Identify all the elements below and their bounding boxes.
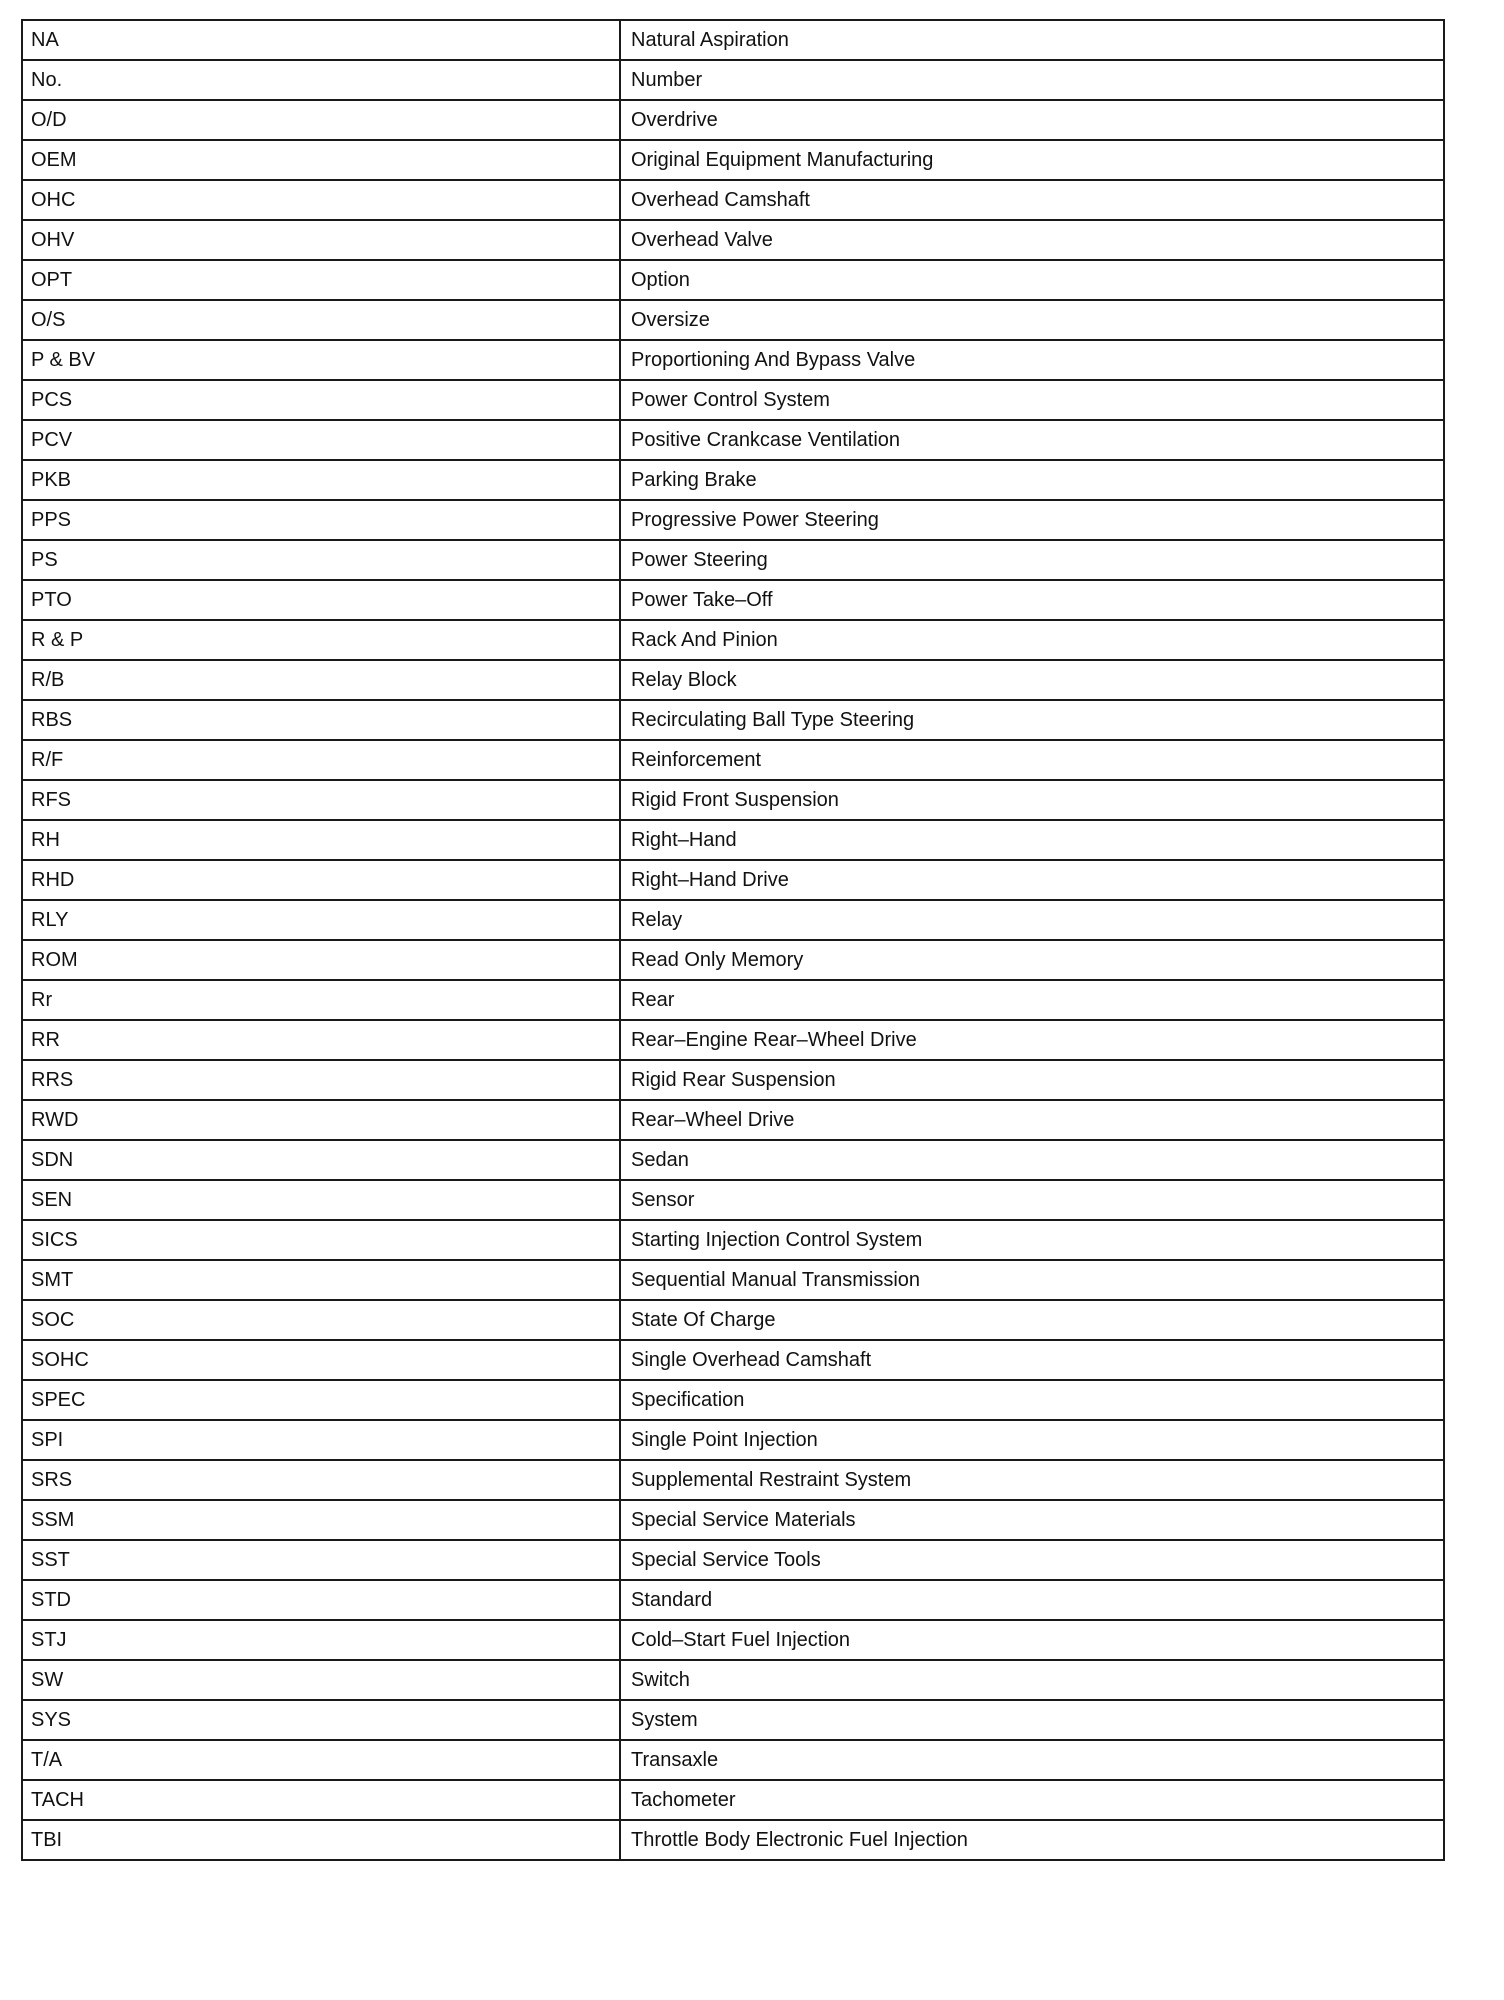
abbreviation-cell: PCV <box>22 420 620 460</box>
abbreviation-cell: RFS <box>22 780 620 820</box>
table-row <box>22 1580 1444 1620</box>
table-row <box>22 220 1444 260</box>
abbreviation-cell: SPI <box>22 1420 620 1460</box>
abbreviation-cell: OPT <box>22 260 620 300</box>
meaning-cell: Transaxle <box>620 1740 1444 1780</box>
table-row <box>22 820 1444 860</box>
table-row <box>22 660 1444 700</box>
abbreviation-cell: RH <box>22 820 620 860</box>
meaning-cell: Overhead Valve <box>620 220 1444 260</box>
meaning-cell: Power Take–Off <box>620 580 1444 620</box>
abbreviation-cell: R/F <box>22 740 620 780</box>
table-row <box>22 300 1444 340</box>
table-row <box>22 1500 1444 1540</box>
table-row <box>22 340 1444 380</box>
abbreviation-cell: ROM <box>22 940 620 980</box>
abbreviation-cell: SOHC <box>22 1340 620 1380</box>
meaning-cell: Reinforcement <box>620 740 1444 780</box>
abbreviation-cell: PKB <box>22 460 620 500</box>
meaning-cell: Special Service Tools <box>620 1540 1444 1580</box>
meaning-cell: Overdrive <box>620 100 1444 140</box>
meaning-cell: Standard <box>620 1580 1444 1620</box>
meaning-cell: Original Equipment Manufacturing <box>620 140 1444 180</box>
abbreviation-cell: No. <box>22 60 620 100</box>
meaning-cell: Single Point Injection <box>620 1420 1444 1460</box>
abbreviation-cell: SYS <box>22 1700 620 1740</box>
abbreviation-cell: O/S <box>22 300 620 340</box>
abbreviation-cell: SEN <box>22 1180 620 1220</box>
meaning-cell: Option <box>620 260 1444 300</box>
meaning-cell: Sequential Manual Transmission <box>620 1260 1444 1300</box>
abbreviation-cell: RHD <box>22 860 620 900</box>
abbreviation-cell: RR <box>22 1020 620 1060</box>
abbreviation-cell: R/B <box>22 660 620 700</box>
table-row <box>22 460 1444 500</box>
table-row <box>22 900 1444 940</box>
table-row <box>22 500 1444 540</box>
abbreviation-cell: OEM <box>22 140 620 180</box>
abbreviation-cell: SPEC <box>22 1380 620 1420</box>
meaning-cell: Number <box>620 60 1444 100</box>
table-row <box>22 1380 1444 1420</box>
table-row <box>22 1020 1444 1060</box>
abbreviation-table <box>21 19 1445 1861</box>
table-row <box>22 420 1444 460</box>
abbreviation-cell: SST <box>22 1540 620 1580</box>
table-row <box>22 1620 1444 1660</box>
table-row <box>22 20 1444 60</box>
table-row <box>22 980 1444 1020</box>
abbreviation-cell: NA <box>22 20 620 60</box>
table-row <box>22 60 1444 100</box>
table-row <box>22 1420 1444 1460</box>
table-row <box>22 1060 1444 1100</box>
table-row <box>22 1220 1444 1260</box>
meaning-cell: Power Control System <box>620 380 1444 420</box>
abbreviation-cell: T/A <box>22 1740 620 1780</box>
table-row <box>22 380 1444 420</box>
meaning-cell: State Of Charge <box>620 1300 1444 1340</box>
meaning-cell: Rear–Wheel Drive <box>620 1100 1444 1140</box>
abbreviation-cell: STJ <box>22 1620 620 1660</box>
meaning-cell: Sedan <box>620 1140 1444 1180</box>
meaning-cell: Rear <box>620 980 1444 1020</box>
abbreviation-cell: O/D <box>22 100 620 140</box>
meaning-cell: Tachometer <box>620 1780 1444 1820</box>
abbreviation-cell: SOC <box>22 1300 620 1340</box>
table-row <box>22 1180 1444 1220</box>
abbreviation-cell: R & P <box>22 620 620 660</box>
abbreviation-cell: Rr <box>22 980 620 1020</box>
abbreviation-cell: RWD <box>22 1100 620 1140</box>
table-row <box>22 860 1444 900</box>
table-row <box>22 100 1444 140</box>
meaning-cell: Switch <box>620 1660 1444 1700</box>
meaning-cell: Proportioning And Bypass Valve <box>620 340 1444 380</box>
abbreviation-cell: RRS <box>22 1060 620 1100</box>
abbreviation-cell: SSM <box>22 1500 620 1540</box>
abbreviation-cell: SICS <box>22 1220 620 1260</box>
abbreviation-cell: PTO <box>22 580 620 620</box>
abbreviation-cell: PS <box>22 540 620 580</box>
table-row <box>22 580 1444 620</box>
meaning-cell: Special Service Materials <box>620 1500 1444 1540</box>
meaning-cell: Cold–Start Fuel Injection <box>620 1620 1444 1660</box>
table-row <box>22 1100 1444 1140</box>
meaning-cell: Parking Brake <box>620 460 1444 500</box>
abbreviation-cell: SMT <box>22 1260 620 1300</box>
table-row <box>22 1300 1444 1340</box>
abbreviation-cell: TACH <box>22 1780 620 1820</box>
table-row <box>22 1700 1444 1740</box>
table-row <box>22 1780 1444 1820</box>
table-row <box>22 140 1444 180</box>
meaning-cell: Specification <box>620 1380 1444 1420</box>
meaning-cell: Throttle Body Electronic Fuel Injection <box>620 1820 1444 1860</box>
meaning-cell: Right–Hand <box>620 820 1444 860</box>
meaning-cell: Power Steering <box>620 540 1444 580</box>
table-row <box>22 780 1444 820</box>
table-row <box>22 1460 1444 1500</box>
abbreviation-cell: RLY <box>22 900 620 940</box>
abbreviation-cell: PCS <box>22 380 620 420</box>
meaning-cell: Rear–Engine Rear–Wheel Drive <box>620 1020 1444 1060</box>
table-row <box>22 1740 1444 1780</box>
abbreviation-cell: SW <box>22 1660 620 1700</box>
table-row <box>22 180 1444 220</box>
table-row <box>22 1540 1444 1580</box>
meaning-cell: Single Overhead Camshaft <box>620 1340 1444 1380</box>
table-row <box>22 940 1444 980</box>
abbreviation-cell: P & BV <box>22 340 620 380</box>
meaning-cell: Progressive Power Steering <box>620 500 1444 540</box>
abbreviation-cell: PPS <box>22 500 620 540</box>
meaning-cell: System <box>620 1700 1444 1740</box>
abbreviation-cell: RBS <box>22 700 620 740</box>
table-row <box>22 260 1444 300</box>
table-row <box>22 1140 1444 1180</box>
table-row <box>22 1340 1444 1380</box>
meaning-cell: Overhead Camshaft <box>620 180 1444 220</box>
meaning-cell: Positive Crankcase Ventilation <box>620 420 1444 460</box>
table-row <box>22 740 1444 780</box>
table-row <box>22 700 1444 740</box>
abbreviation-cell: STD <box>22 1580 620 1620</box>
abbreviation-cell: OHV <box>22 220 620 260</box>
meaning-cell: Oversize <box>620 300 1444 340</box>
table-row <box>22 620 1444 660</box>
abbreviation-cell: OHC <box>22 180 620 220</box>
table-row <box>22 1820 1444 1860</box>
meaning-cell: Rigid Rear Suspension <box>620 1060 1444 1100</box>
table-row <box>22 540 1444 580</box>
meaning-cell: Rigid Front Suspension <box>620 780 1444 820</box>
meaning-cell: Right–Hand Drive <box>620 860 1444 900</box>
meaning-cell: Sensor <box>620 1180 1444 1220</box>
meaning-cell: Rack And Pinion <box>620 620 1444 660</box>
meaning-cell: Relay <box>620 900 1444 940</box>
abbreviation-cell: TBI <box>22 1820 620 1860</box>
meaning-cell: Recirculating Ball Type Steering <box>620 700 1444 740</box>
table-row <box>22 1660 1444 1700</box>
abbreviation-table-body <box>22 20 1444 1860</box>
meaning-cell: Supplemental Restraint System <box>620 1460 1444 1500</box>
meaning-cell: Read Only Memory <box>620 940 1444 980</box>
abbreviation-cell: SRS <box>22 1460 620 1500</box>
meaning-cell: Starting Injection Control System <box>620 1220 1444 1260</box>
abbreviation-table-container <box>21 19 1445 1861</box>
meaning-cell: Relay Block <box>620 660 1444 700</box>
meaning-cell: Natural Aspiration <box>620 20 1444 60</box>
table-row <box>22 1260 1444 1300</box>
abbreviation-cell: SDN <box>22 1140 620 1180</box>
